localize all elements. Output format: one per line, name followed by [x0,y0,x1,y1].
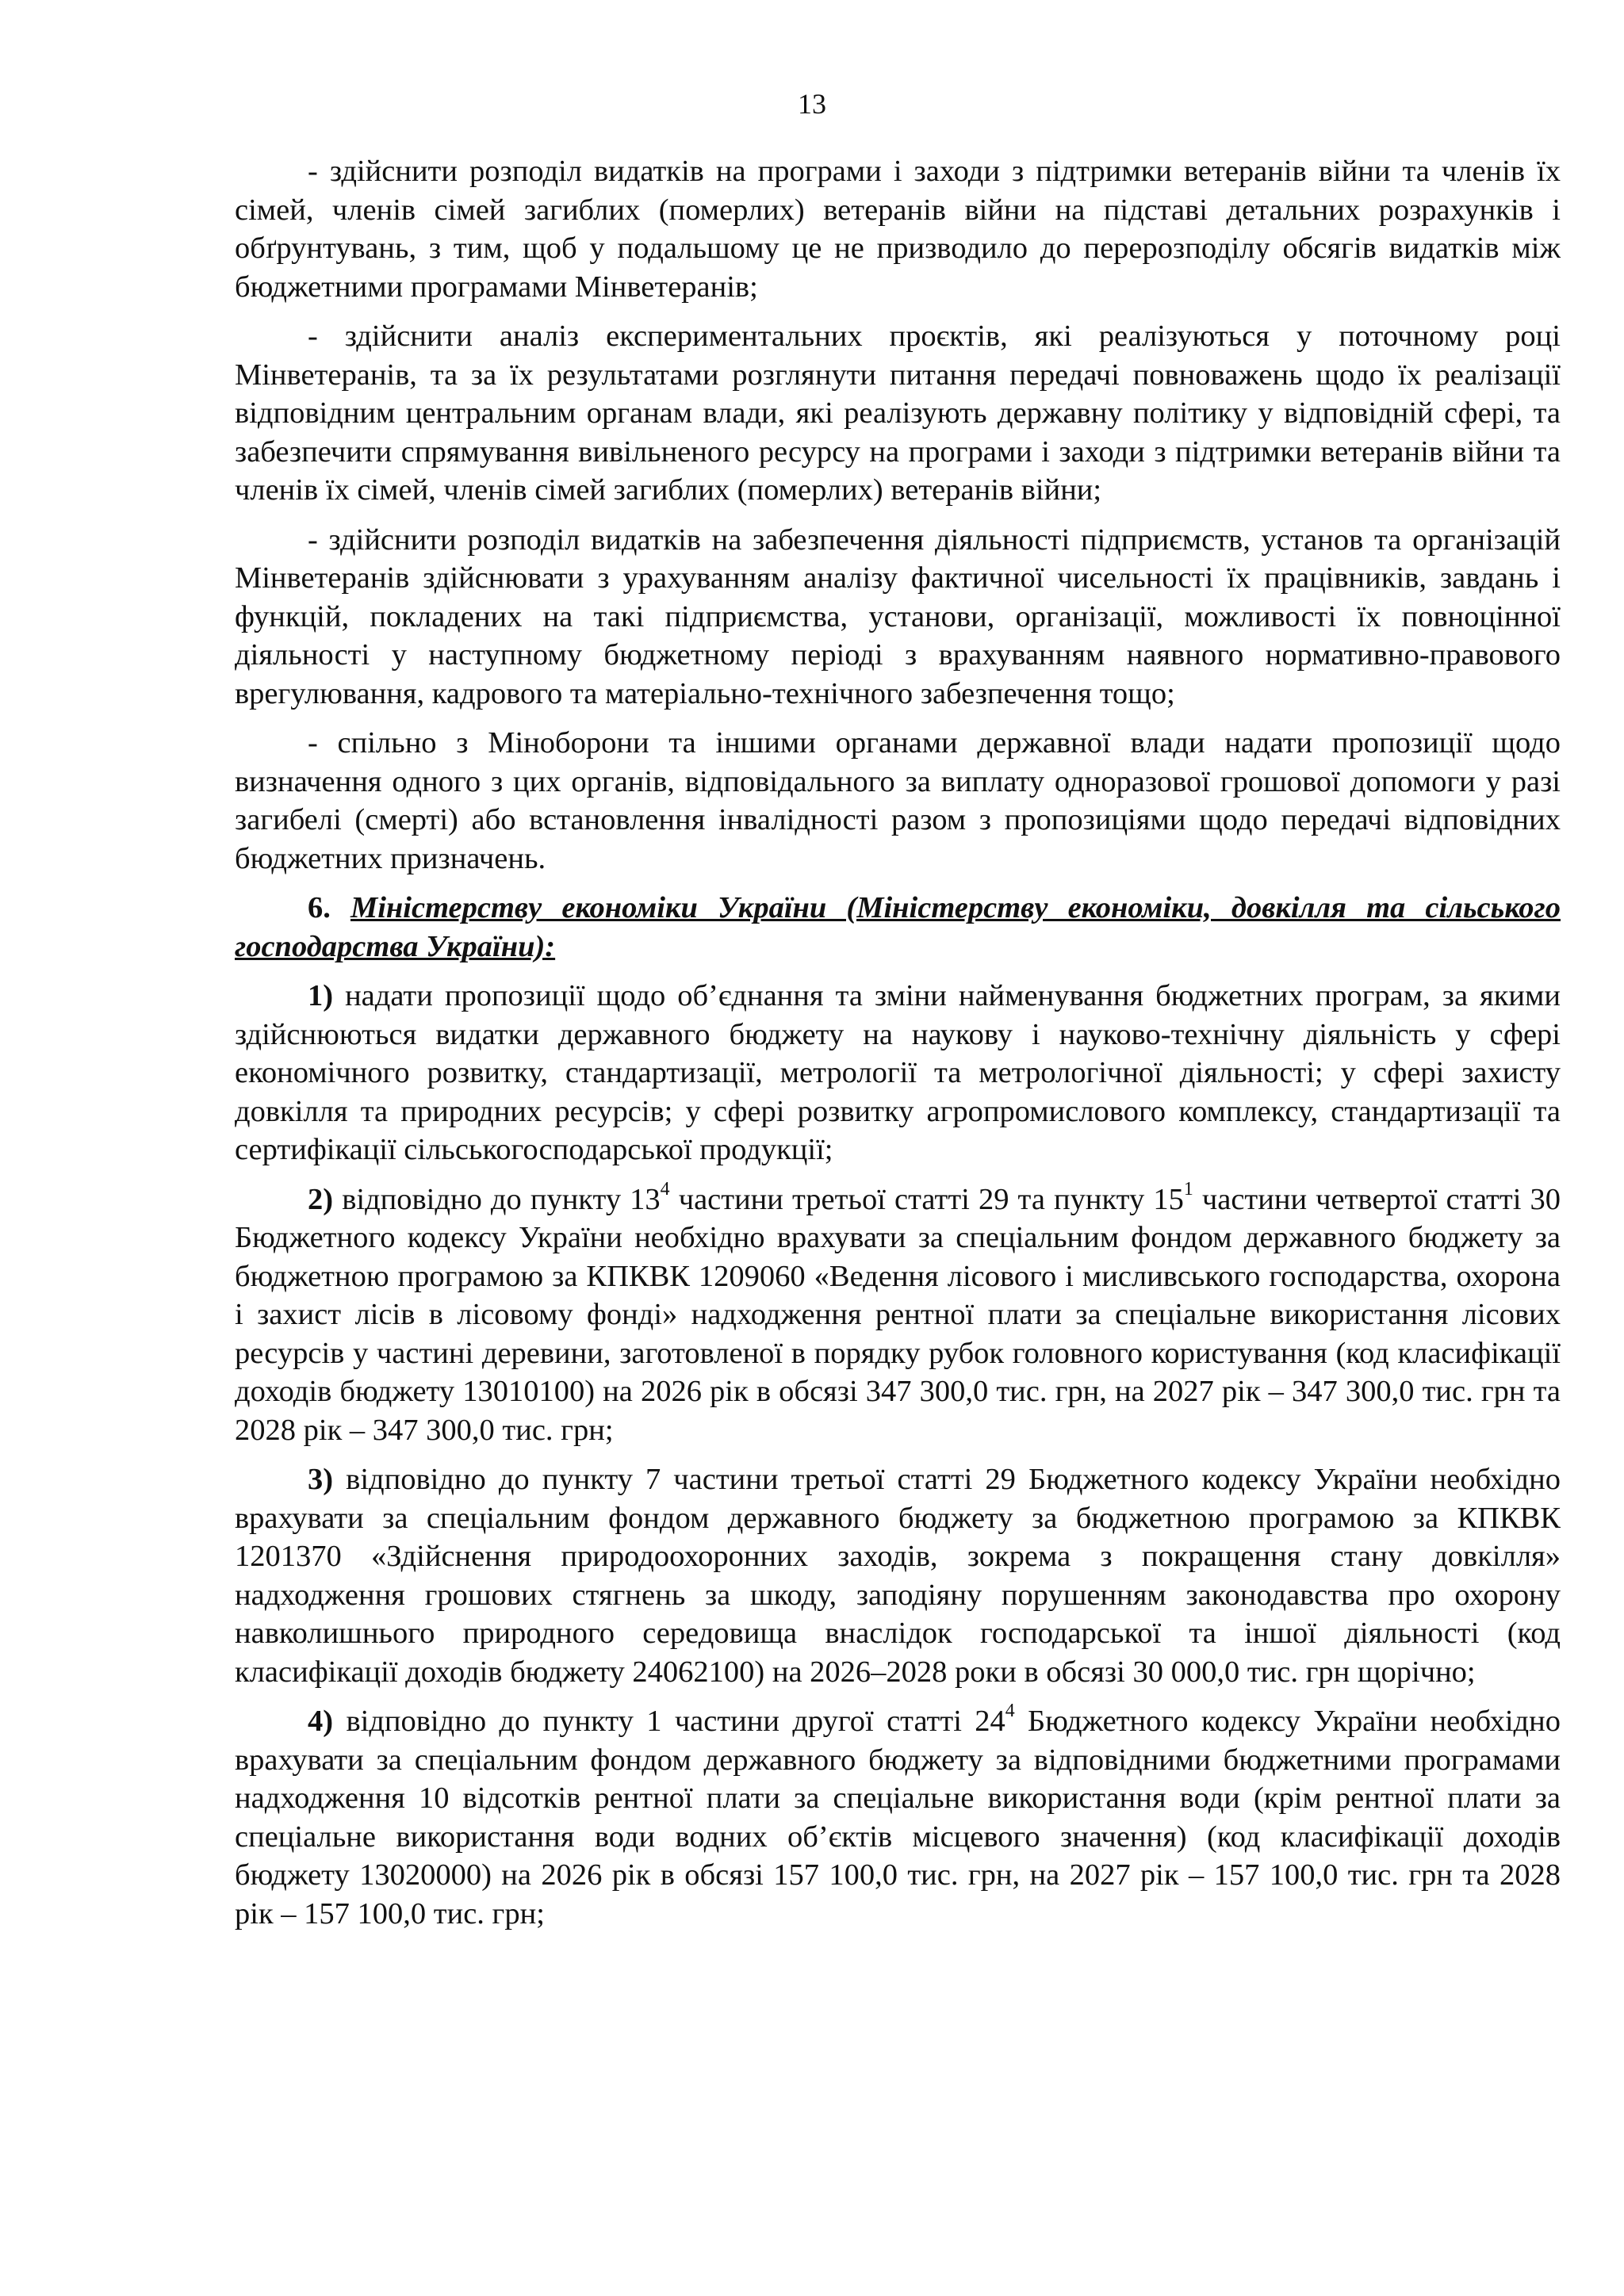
item-number: 4) [308,1705,334,1738]
section-title: Міністерству економіки України (Міністерству економіки, довкілля та сільського господарства України): [235,891,1561,963]
document-body [235,152,1561,1944]
item-text-part: частини четвертої статті 30 Бюджетного кодексу України необхідно врахувати за спеціальним фондом державного бюджету за бюджетною програмою за КПКВК 1209060 «Ведення лісового і мисливського господарства, охорона і захист лісів в лісовому фонді» надходження рентної плати за спеціальне використання лісових ресурсів у частині деревини, заготовленої в порядку рубок головного користування (код класифікації доходів бюджету 13010100) на 2026 рік в обсязі 347 300,0 тис. грн, на 2027 рік – 347 300,0 тис. грн та 2028 рік – 347 300,0 тис. грн; [235,1182,1561,1447]
section-number: 6. [308,891,331,924]
item-text-part: частини третьої статті 29 та пункту 15 [669,1182,1184,1216]
item-text-part: Бюджетного кодексу України необхідно врахувати за спеціальним фондом державного бюджету за відповідними бюджетними програмами надходження 10 відсотків рентної плати за спеціальне використання води (крім рентної плати за спеціальне використання води водних об’єктів місцевого значення) (код класифікації доходів бюджету 13020000) на 2026 рік в обсязі 157 100,0 тис. грн, на 2027 рік – 157 100,0 тис. грн та 2028 рік – 157 100,0 тис. грн; [235,1705,1561,1931]
superscript: 4 [1005,1701,1015,1722]
paragraph-enterprise-expenses: - здійснити розподіл видатків на забезпечення діяльності підприємств, установ та організацій Мінветеранів здійснювати з урахуванням аналізу фактичної чисельності їх працівників, завдань і функцій, покладених на такі підприємства, установи, організації, можливості їх повноцінної діяльності у наступному бюджетному періоді з врахуванням наявного нормативно-правового врегулювання, кадрового та матеріально-технічного забезпечення тощо; [235,522,1561,710]
item-text: надати пропозиції щодо об’єднання та зміни найменування бюджетних програм, за якими здійснюються видатки державного бюджету на наукову і науково-технічну діяльність у сфері економічного розвитку, стандартизації, метрології та метрологічної діяльності; у сфері захисту довкілля та природних ресурсів; у сфері розвитку агропромислового комплексу, стандартизації та сертифікації сільськогосподарської продукції; [235,979,1561,1166]
item-text-part: відповідно до пункту 1 частини другої статті 24 [346,1705,1005,1738]
superscript: 4 [660,1178,670,1200]
item-text: відповідно до пункту 7 частини третьої статті 29 Бюджетного кодексу України необхідно врахувати за спеціальним фондом державного бюджету за бюджетною програмою за КПКВК 1201370 «Здійснення природоохоронних заходів, зокрема з покращення стану довкілля» надходження грошових стягнень за шкоду, заподіяну порушенням законодавства про охорону навколишнього природного середовища внаслідок господарської та іншої діяльності (код класифікації доходів бюджету 24062100) на 2026–2028 роки в обсязі 30 000,0 тис. грн щорічно; [235,1463,1561,1689]
list-item-4 [235,1702,1561,1933]
paragraph-joint-proposals: - спільно з Міноборони та іншими органами державної влади надати пропозиції щодо визначення одного з цих органів, відповідального за виплату одноразової грошової допомоги у разі загибелі (смерті) або встановлення інвалідності разом з пропозиціями щодо передачі відповідних бюджетних призначень. [235,726,1561,875]
page-number: 13 [798,88,826,120]
section-heading [235,889,1561,966]
list-item-3 [235,1460,1561,1691]
superscript: 1 [1183,1178,1193,1200]
item-text-part: відповідно до пункту 13 [342,1182,661,1216]
item-number: 3) [308,1463,334,1496]
item-number: 2) [308,1182,334,1216]
list-item-1 [235,977,1561,1169]
paragraph-budget-distribution: - здійснити розподіл видатків на програми і заходи з підтримки ветеранів війни та членів їх сімей, членів сімей загиблих (померлих) ветеранів війни на підставі детальних розрахунків і обґрунтувань, з тим, щоб у подальшому це не призводило до перерозподілу обсягів видатків між бюджетними програмами Мінветеранів; [235,155,1561,304]
item-number: 1) [308,979,334,1012]
list-item-2 [235,1178,1561,1450]
paragraph-experimental-projects: - здійснити аналіз експериментальних проєктів, які реалізуються у поточному році Мінветеранів, та за їх результатами розглянути питання передачі повноважень щодо їх реалізації відповідним центральним органам влади, які реалізують державну політику у відповідній сфері, та забезпечити спрямування вивільненого ресурсу на програми і заходи з підтримки ветеранів війни та членів їх сімей, членів сімей загиблих (померлих) ветеранів війни; [235,320,1561,507]
